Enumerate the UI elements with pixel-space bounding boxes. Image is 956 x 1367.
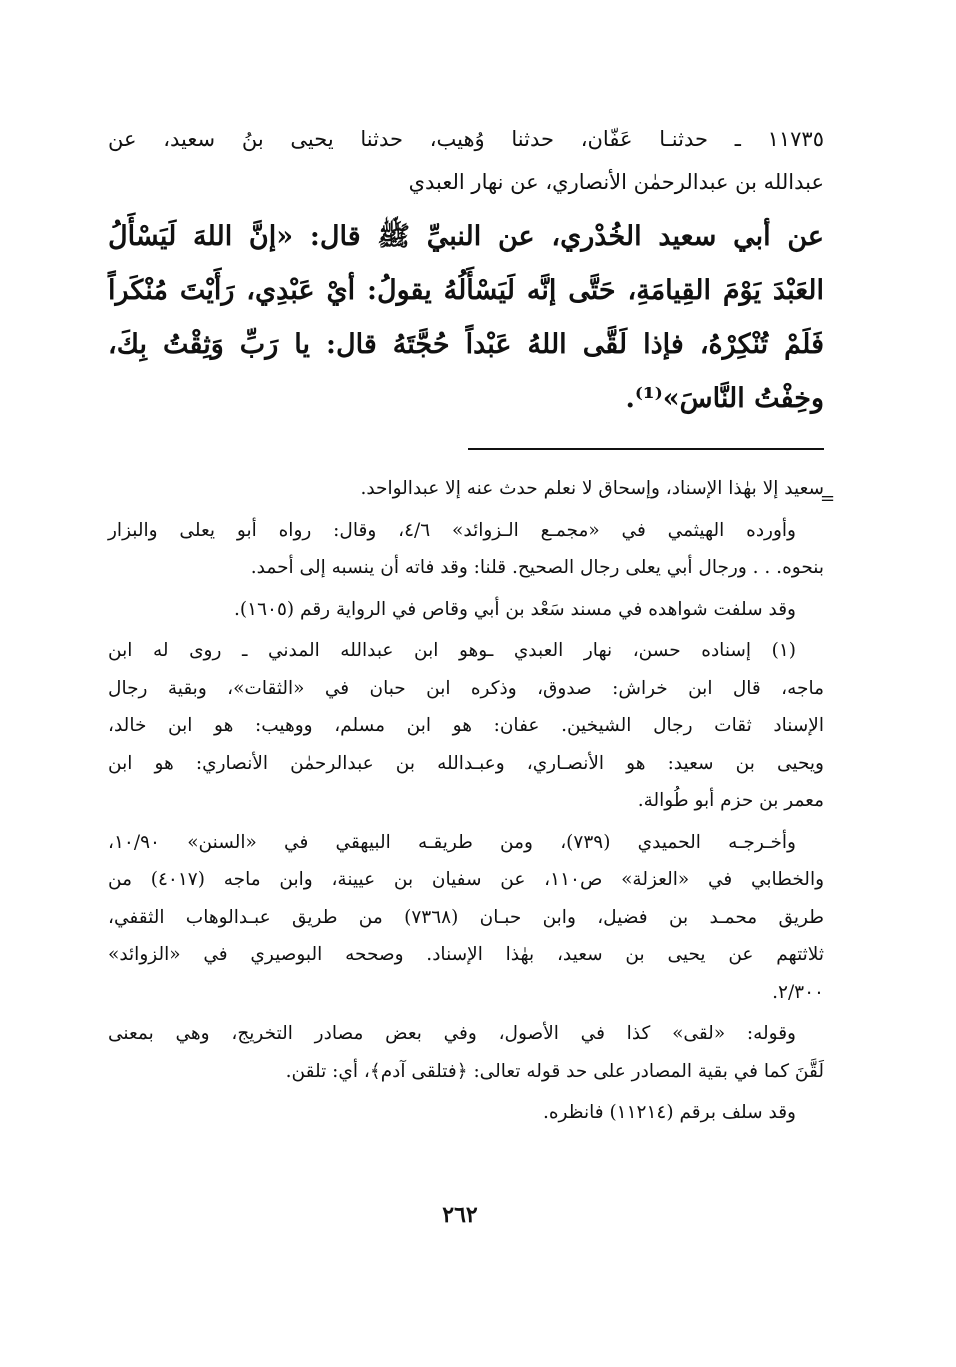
- footnote-paragraph: [108, 1015, 824, 1090]
- footnote-line: وأورده الهيثمي في «مجمـع الـزوائد» ٤/٦، وقال: رواه أبو يعلى والبزار: [108, 519, 796, 541]
- footnote-line: (١) إسناده حسن، نهار العبدي ـوهو ابن عبدالله المدني ـ روى له ابن: [108, 640, 796, 661]
- matn-line: العَبْدَ يَوْمَ القِيامَةِ، حَتَّى إنَّه لَيَسْأَلُهُ يقولُ: أيْ عَبْدِي، رَأَيْتَ مُنْكَراً: [108, 275, 824, 306]
- footnote-paragraph: [108, 591, 824, 629]
- page-number: ٢٦٢: [442, 1202, 478, 1228]
- footnote-line: سعيد إلا بهٰذا الإسناد، وإسحاق لا نعلم حدث عنه إلا عبدالواحد.: [360, 478, 824, 499]
- hadith-isnad-line-2: عبدالله بن عبدالرحمٰن الأنصاري، عن نهار العبدي: [408, 170, 824, 194]
- matn-line: وخِفْتُ النَّاسَ»⁽¹⁾.: [625, 383, 824, 414]
- footnotes: [108, 470, 824, 1132]
- footnote-line: ماجه، قال ابن خراش: صدوق، وذكره ابن حبان في «الثقات»، وبقية رجال: [108, 677, 824, 699]
- footnote-paragraph: [108, 512, 824, 587]
- footnote-line: وقد سلف برقم (١١٢١٤) فانظره.: [542, 1102, 796, 1123]
- hadith-matn: [108, 210, 824, 426]
- footnote-continuation: [108, 470, 824, 508]
- matn-line: عن أبي سعيد الخُدْري، عن النبيِّ ﷺ قال: «إنَّ اللهَ لَيَسْأَلُ: [108, 221, 824, 252]
- continuation-marker: =: [820, 488, 836, 509]
- footnote-line: ويحيى بن سعيد: هو الأنصـاري، وعبـدالله بن عبدالرحمٰن الأنصاري: هو ابن: [108, 752, 824, 774]
- footnote-line: بنحوه. . . ورجال أبي يعلى رجال الصحيح. قلنا: وقد فاته أن ينسبه إلى أحمد.: [250, 557, 824, 578]
- footnote-paragraph: [108, 824, 824, 1012]
- footnote-1: [108, 632, 824, 820]
- page-body: [108, 118, 836, 1338]
- footnote-paragraph: [108, 1094, 824, 1132]
- footnote-separator: [468, 448, 824, 450]
- footnote-line: ٢/٣٠٠.: [772, 981, 824, 1003]
- footnote-line: وقوله: «لقى» كذا في الأصول، وفي بعض مصادر التخريج، وهي بمعنى: [108, 1023, 796, 1044]
- matn-line: فَلَمْ تُنْكِرْهُ، فإذا لَقَّى اللهُ عَبْداً حُجَّتَهُ قال: يا رَبِّ وَثِقْتُ بِكَ،: [108, 329, 824, 360]
- footnote-line: والخطابي في «العزلة» ص١١٠، عن سفيان بن عيينة، وابن ماجه (٤٠١٧) من: [108, 869, 825, 890]
- footnote-line: وأخـرجـه الحميدي (٧٣٩)، ومن طريقـه البيهقي في «السنن» ١٠/٩٠،: [108, 831, 796, 853]
- footnote-line: الإسناد ثقات رجال الشيخين. عفان: هو ابن مسلم، ووهيب: هو ابن خالد،: [108, 715, 824, 736]
- footnote-line: وقد سلفت شواهده في مسند سَعْد بن أبي وقاص في الرواية رقم (١٦٠٥).: [234, 598, 796, 620]
- footnote-line: ثلاثتهم عن يحيى بن سعيد، بهٰذا الإسناد. وصححه البوصيري في «الزوائد»: [108, 944, 824, 965]
- footnote-line: طريق محمـد بن فضيل، وابن حبـان (٧٣٦٨) من طريق عبـدالوهاب الثقفي،: [108, 906, 824, 928]
- footnote-line: معمر بن حزم أبو طُوالة.: [637, 790, 824, 811]
- hadith-isnad-line-1: ١١٧٣٥ ـ حدثنـا عَفّان، حدثنا وُهيب، حدثنا يحيى بنُ سعيد، عن: [108, 127, 824, 151]
- footnote-line: لَقَّنَ كما في بقية المصادر على حد قوله تعالى: ﴿فتلقى آدم﴾، أي: تلقن.: [285, 1060, 824, 1082]
